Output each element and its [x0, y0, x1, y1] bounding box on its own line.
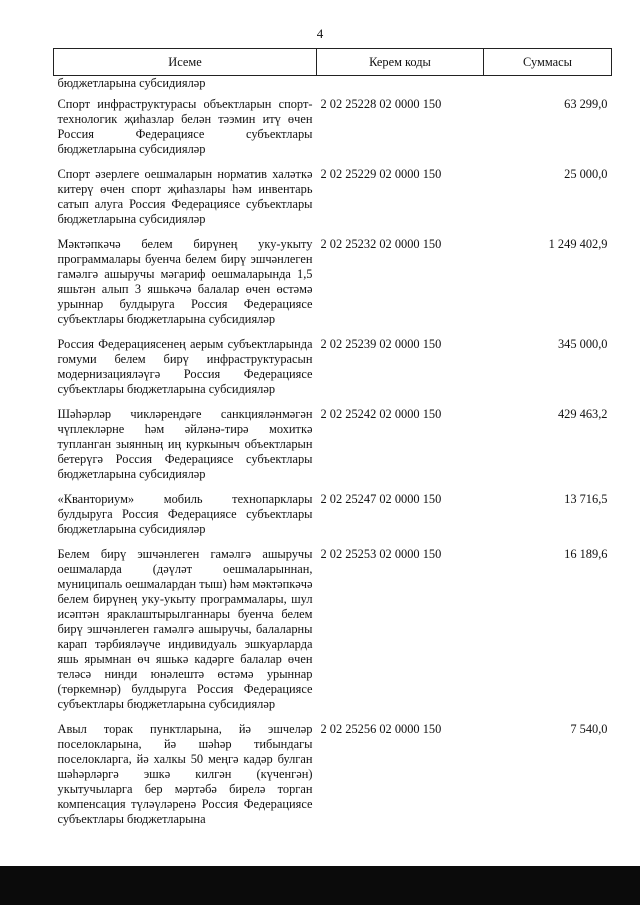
row-name: Спорт инфраструктурасы объектларын спорт-технологик җиһазлар белән тәэмин итү өчен Россия Федерациясе субъектлары бюджетларына субсидияләр: [57, 97, 313, 156]
row-code: 2 02 25239 02 0000 150: [320, 337, 442, 351]
scan-edge-band: [0, 866, 640, 905]
table-header-row: [54, 49, 612, 76]
row-name: Мәктәпкәчә белем бирүнең уку-укыту программалары буенча белем бирү эшчәнлеген гамәлгә ашыручы мәгариф оешмаларында 1,5 яшьтән алып 3 яшькәчә балалар өчен өстәмә урыннар булдыруга Россия Федерациясе субъектлары бюджетларына субсидияләр: [57, 237, 313, 326]
table-row: [54, 403, 612, 488]
header-amount: Суммасы: [484, 49, 612, 76]
table-row: [54, 543, 612, 718]
carryover-row: [54, 76, 612, 94]
row-code: 2 02 25256 02 0000 150: [320, 722, 442, 736]
table-row: [54, 488, 612, 543]
table-row: [54, 233, 612, 333]
table-row: [54, 93, 612, 163]
row-amount: 63 299,0: [564, 97, 608, 111]
row-amount: 7 540,0: [570, 722, 608, 736]
row-code: 2 02 25247 02 0000 150: [320, 492, 442, 506]
table-row: [54, 333, 612, 403]
row-code: 2 02 25253 02 0000 150: [320, 547, 442, 561]
row-name: Спорт әзерлеге оешмаларын норматив халәткә китерү өчен спорт җиһазлары һәм инвентарь сатып алуга Россия Федерациясе субъектлары бюджетларына субсидияләр: [57, 167, 313, 226]
row-amount: 13 716,5: [564, 492, 608, 506]
row-name: Россия Федерациясенең аерым субъектларында гомуми белем бирү инфраструктурасын модернизацияләүгә Россия Федерациясе субъектлары бюджетларына субсидияләр: [57, 337, 313, 396]
row-name: «Кванториум» мобиль технопарклары булдыруга Россия Федерациясе субъектлары бюджетларына субсидияләр: [57, 492, 313, 536]
row-name: Авыл торак пунктларына, йә эшчеләр поселокларына, йә шәһәр тибындагы поселокларга, йә халкы 50 меңгә кадәр булган шәһәрләргә эшкә килгән (күченгән) укытучыларга бер мәртәбә бирелә торган компенсация түләүләренә Россия Федерациясе субъектлары бюджетларына: [57, 722, 313, 826]
page-number: 4: [316, 26, 324, 41]
header-name: Исеме: [54, 49, 317, 76]
budget-table: [53, 48, 612, 833]
header-code: Керем коды: [317, 49, 484, 76]
row-amount: 16 189,6: [564, 547, 608, 561]
row-amount: 25 000,0: [564, 167, 608, 181]
table-row: [54, 163, 612, 233]
row-code: 2 02 25232 02 0000 150: [320, 237, 442, 251]
row-code: 2 02 25242 02 0000 150: [320, 407, 442, 421]
table-row: [54, 718, 612, 833]
row-amount: 1 249 402,9: [548, 237, 608, 251]
row-code: 2 02 25229 02 0000 150: [320, 167, 442, 181]
row-amount: 429 463,2: [557, 407, 608, 421]
row-code: 2 02 25228 02 0000 150: [320, 97, 442, 111]
row-amount: 345 000,0: [557, 337, 608, 351]
row-name: Шәһәрләр чикләрендәге санкцияләнмәгән чүплекләрне һәм әйләнә-тирә мохиткә тупланган зыянның иң куркыныч объектларын бетерүгә Россия Федерациясе субъектлары бюджетларына субсидияләр: [57, 407, 313, 481]
carryover-text: бюджетларына субсидияләр: [57, 76, 206, 90]
row-name: Белем бирү эшчәнлеген гамәлгә ашыручы оешмаларда (дәүләт оешмаларыннан, муниципаль оешмалардан тыш) һәм мәктәпкәчә белем бирүнең уку-укыту программалары, шул исәптән яраклаштырылганнары буенча белем бирү эшчәнлеген гамәлгә ашыручы, балаларны карап тәрбияләүче индивидуаль эшкуарларда яшь ярымнан өч яшькә кадәрге балалар өчен теләсә нинди юнәлештә өстәмә урыннар (төркемнәр) булдыруга Россия Федерациясе субъектлары бюджетларына субсидияләр: [57, 547, 313, 711]
